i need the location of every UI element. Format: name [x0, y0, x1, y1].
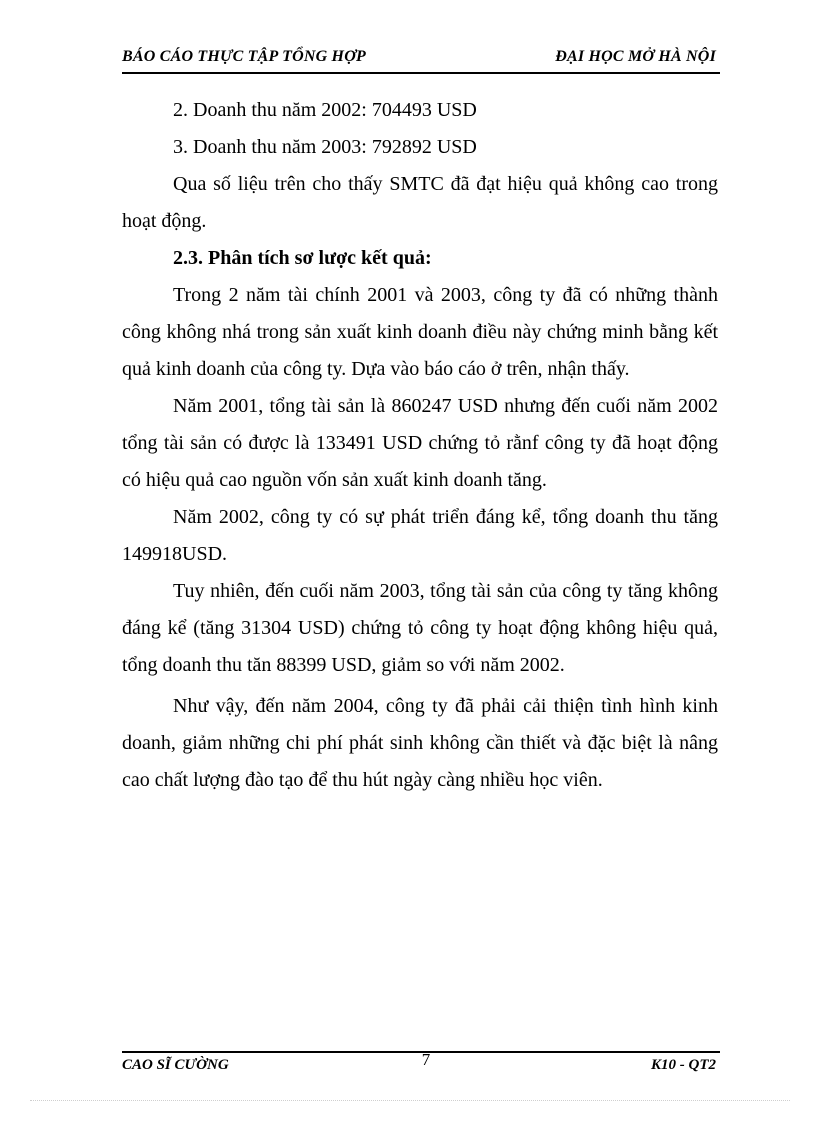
footer-author: CAO SĨ CƯỜNG: [122, 1057, 229, 1073]
paragraph-2001-assets: Năm 2001, tổng tài sản là 860247 USD nhưng đến cuối năm 2002 tổng tài sản có được là 133491 USD chứng tỏ rằnf công ty đã hoạt động có hiệu quả cao nguồn vốn sản xuất kinh doanh tăng.: [122, 395, 718, 491]
paragraph-overview: Trong 2 năm tài chính 2001 và 2003, công ty đã có những thành công không nhá trong sản xuất kinh doanh điều này chứng minh bằng kết quả kinh doanh của công ty. Dựa vào báo cáo ở trên, nhận thấy.: [122, 284, 718, 380]
section-heading: 2.3. Phân tích sơ lược kết quả:: [173, 247, 432, 269]
footer-class-code: K10 - QT2: [651, 1057, 716, 1073]
page-header: [122, 46, 720, 74]
paragraph-2004-outlook: Như vậy, đến năm 2004, công ty đã phải cải thiện tình hình kinh doanh, giảm những chi phí phát sinh không cần thiết và đặc biệt là nâng cao chất lượng đào tạo để thu hút ngày càng nhiều học viên.: [122, 695, 718, 791]
paragraph-2003-assets: Tuy nhiên, đến cuối năm 2003, tổng tài sản của công ty tăng không đáng kể (tăng 31304 USD) chứng tỏ công ty hoạt động không hiệu quả, tổng doanh thu tăn 88399 USD, giảm so với năm 2002.: [122, 580, 718, 676]
paragraph-revenue-2002: 2. Doanh thu năm 2002: 704493 USD: [173, 99, 477, 121]
paragraph-conclusion: Qua số liệu trên cho thấy SMTC đã đạt hiệu quả không cao trong hoạt động.: [122, 173, 718, 232]
page-number: 7: [421, 1050, 431, 1069]
header-report-title: BÁO CÁO THỰC TẬP TỔNG HỢP: [122, 48, 366, 65]
paragraph-2002-growth: Năm 2002, công ty có sự phát triển đáng kể, tổng doanh thu tăng 149918USD.: [122, 506, 718, 565]
header-university: ĐẠI HỌC MỞ HÀ NỘI: [555, 48, 716, 65]
document-body: [122, 92, 718, 799]
page-bottom-border: [30, 1100, 790, 1101]
paragraph-revenue-2003: 3. Doanh thu năm 2003: 792892 USD: [173, 136, 477, 158]
